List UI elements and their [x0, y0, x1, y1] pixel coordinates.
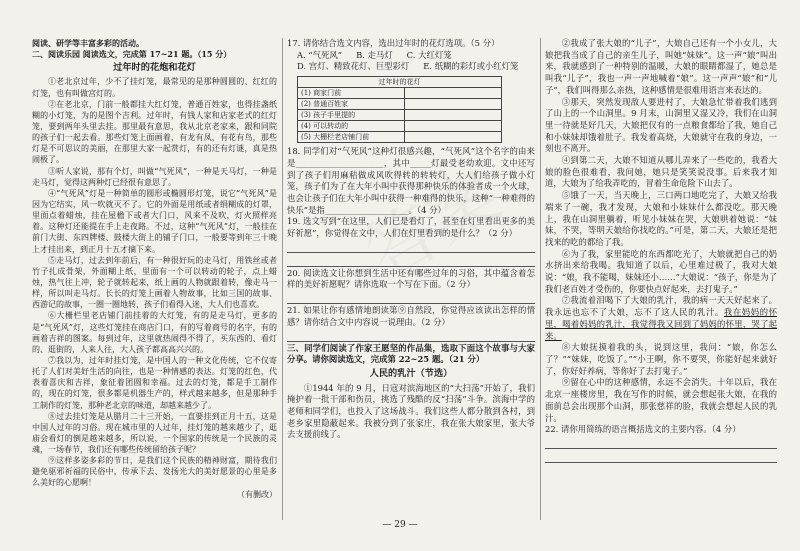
table-row: (4) 可以转动的	[298, 121, 502, 132]
question-19: 19. 选文写到“在这里，人们已是看灯了，甚至在灯里看出更多的美好祈愿”，你觉得在文中，人们在灯里看到的是什么？（2 分）	[287, 216, 535, 239]
table-row: (3) 孩子手里提的	[298, 110, 502, 121]
paragraph: ⑥大栅栏里老店铺门前挂着的大灯笼，有的是走马灯，更多的是“气死风”灯，这些灯笼挂在商店门口，有的写着商号的名字，有的画着吉祥的图案。每到过年，这里就热闹得不得了，买东西的、看灯的、逛街的，人来人往，大人孩子都高高兴兴的。	[32, 311, 277, 354]
story-title: 人民的乳汁（节选）	[369, 367, 453, 379]
answer-cell[interactable]	[405, 99, 502, 110]
lead-text: 阅读、研学等丰富多彩的活动。	[32, 38, 144, 48]
paragraph: ⑦我流着泪喝下了大娘的乳汁，我的病一天天好起来了。我永远也忘不了大娘，忘不了这人民的乳汁。我在妈妈的怀里，喝着妈妈的乳汁，我觉得我又回到了妈妈的怀里，哭了起来。	[545, 295, 778, 341]
right-column	[545, 38, 777, 464]
answer-line[interactable]	[287, 291, 535, 304]
question-17: 17. 请你结合选文内容，选出过年时的花灯选项。（5 分）	[287, 38, 500, 48]
paragraph: ⑤走马灯，过去到年前后，有一种很好玩的走马灯，用铁丝或者竹子扎成骨架，外面糊上纸，里面有一个可以转动的轮子，点上蜡烛，热气往上冲，轮子就转起来，纸上画的人物就跟着转，像走马一样，所以叫走马灯。长长的灯笼上画着人物故事，比如三国的故事、西游记的故事，一圈一圈地转，孩子们看得入迷，大人们也喜欢。	[32, 255, 277, 310]
column-divider-2	[540, 38, 541, 520]
paragraph: ②在老北京，门前一般都挂大红灯笼，普通百姓家，也得挂盏纸糊的小灯笼，为的是图个吉利。过年时，有钱人家和店家老式的红灯笼，要到两年头里去挂。那里最有意思，我从北京老家来，跟和同院的孩子们一起去看。那些灯笼上面画着，有龙有凤，有花有鸟，那些灯是不可思议的美丽，在那里大家一起赏灯，有的还有灯谜，真是热闹极了。	[32, 99, 277, 165]
question-18: 18. 同学们对“气死风”这种灯很感兴趣，“气死风”这个名字的由来是_____________________，其中_____灯最受老幼欢迎。文中还写到了孩子们用麻秸做成风吹得转的转转灯，大人们给孩子做小灯笼，孩子们为了在大年小叫中获得那种快乐的体验者成一个火球，也会让孩子们在大年小叫中获得一种难得的快乐，这种“一种难得的快乐”是指____________________。（4 分）	[287, 146, 535, 215]
paragraph: ⑨这样多姿多彩的节日，是我们这个民族的精神财富，期待我们避免驱邪祈福的民俗中，传承下去、发扬光大的美好愿景的心里是多么美好的心愿啊！	[32, 456, 277, 488]
paragraph: ④“气死风”灯是一种简单的圆形或椭圆形灯笼，说它“气死风”是因为它结实，风一吹就灭不了。它的外面是用纸或者绢糊成的灯罩，里面点着蜡烛，挂在屋檐下或者大门口，风来不及吹，灯火照样亮着。这种灯还能提在手上走夜路。不过，这种“气死风”灯，一般挂在前门大街、东四牌楼、鼓楼大街上的铺子门口，一般要等到年三十晚上才挂出来，到正月十五才摘下来。	[32, 188, 277, 254]
paragraph: ④到第二天，大娘不知道从哪儿弄来了一些吃的，我看大娘的脸色很难看，我问她，她只是笑笑说没事。后来我才知道，大娘为了给我弄吃的，冒着生命危险下山去了。	[545, 155, 777, 189]
left-column	[32, 38, 277, 500]
answer-line[interactable]	[287, 240, 535, 253]
paragraph: ⑨留在心中的这种感情，永远不会消失。十年以后，我在北京一座楼房里，我在写作的时候，就会想起张大娘，在我的面前总会出现那个山洞，那张慈祥的脸，我就会想起人民的乳汁。	[545, 377, 777, 423]
paragraph: ②我成了张大娘的“儿子”，大娘自己还有一个小女儿，大娘把我当成了自己的亲生儿子，叫她“妹妹”。这一声“娘”叫出来，我就感到了一种特别的温暖，大娘的眼睛都湿了，她总是叫我“儿子”，我也一声一声地喊着“娘”。这一声声“娘”和“儿子”，我们叫得那么亲热，这种感情是很难用语言来表达的。	[545, 38, 777, 95]
answer-line[interactable]	[287, 329, 535, 342]
answer-cell[interactable]	[405, 88, 502, 99]
question-21: 21. 如果让你有感情地朗读第⑨自然段，你觉得应该读出怎样的情感？请你结合文中内容说一说理由。（2 分）	[287, 305, 535, 327]
article-title: 过年时的花炮和花灯	[113, 62, 196, 74]
question-17-options	[287, 50, 535, 73]
paragraph: ⑧过去挂灯笼是从腊月二十三开始，一直要挂到正月十五，这是中国人过年的习俗。现在城市里的人过年，挂灯笼的越来越少了，逛庙会看灯的倒是越来越多，所以说，一个国家的传统是一个民族的灵魂，一场春节，我们还有哪些传统留给孩子呢？	[32, 411, 277, 455]
option-e[interactable]: E. 纸糊的彩灯或小红灯笼	[423, 61, 519, 72]
paragraph: ⑥为了我，家里能吃的东西都吃光了，大娘就把自己的奶水挤出来给我喝。我知道了以后，心里难过极了，我对大娘说：“娘，我不能喝，妹妹还小……”大娘说：“孩子，你是为了我们老百姓才受伤的，你要快点好起来，去打鬼子。”	[545, 248, 777, 294]
answer-cell[interactable]	[405, 121, 502, 132]
paragraph: ①老北京过年，少不了挂灯笼，最常见的是那种圆圆的、红红的灯笼，也有叫做宫灯的。	[32, 77, 277, 98]
paragraph: ①1944 年的 9 月，日寇对滨海地区的“大扫荡”开始了，我们掩护着一批干部和伤员，挑选了残酷的反“扫荡”斗争。滨海中学的老师和同学们，也投入了这场战斗。我们这些人都分散到各村，到老乡家里隐蔽起来。我被分到了张家庄，我在张大娘家里，张大爷去支援前线了。	[287, 382, 535, 440]
source-note: （有删改）	[237, 489, 277, 499]
paragraph: ⑧大娘抚摸着我的头，说到这里，我问：“娘，你怎么了？”“妹妹，吃饭了。”“小王啊，你不要哭，你能好起来就好了，你好好养病，等你好了去打鬼子。”	[545, 342, 777, 376]
table-row: (2) 普通百姓家	[298, 99, 502, 110]
option-d[interactable]: D. 宫灯、精致花灯、巨型彩灯	[297, 61, 410, 72]
option-b[interactable]: B. 走马灯	[356, 49, 393, 60]
answer-cell[interactable]	[405, 132, 502, 143]
table-row: (5) 大栅栏老店铺门前	[298, 132, 502, 143]
answer-line[interactable]	[545, 450, 777, 463]
answer-line[interactable]	[287, 254, 535, 267]
paragraph: ⑤饿了一天，当天晚上，三口两口地吃完了，大娘又给我端来了一碗，我才发现，大娘和小妹妹什么都没吃。那天晚上，我在山洞里躺着，听见小妹妹在哭，大娘哄着她说：“妹妹，不哭，等明天娘给你找吃的。”可是，第二天，大娘还是把找来的吃的都给了我。	[545, 190, 777, 247]
question-22: 22. 请你用简练的语言概括选文的主要内容。（4 分）	[545, 424, 741, 435]
column-divider-1	[282, 38, 283, 520]
middle-column	[287, 38, 535, 441]
lantern-table	[297, 76, 502, 143]
table-row: (1) 商家门前	[298, 88, 502, 99]
paragraph: ③听人家说，那有个灯，叫做“气死风”，一种是天马灯，一种是走马灯，觉得这两种灯已经很有意思了。	[32, 166, 277, 187]
answer-line[interactable]	[545, 436, 777, 449]
option-a[interactable]: A. “气死风”	[297, 49, 343, 60]
question-20: 20. 阅读选文让你想到生活中还有哪些过年的习俗，其中蕴含着怎样的美好祈愿呢？请你选取一个写在下面。（2 分）	[287, 267, 535, 290]
section-3-heading: 三、同学们阅读了作家王愿坚的作品集，选取下面这个故事与大家分享。请你阅读选文，完成第 22~25 题。（21 分）	[287, 342, 535, 365]
page-number: — 29 —	[382, 520, 418, 530]
paragraph: ③那天，突然发现敌人要进村了，大娘急忙带着我们逃到了山上的一个山洞里。9 月末，山洞里又湿又冷，我们在山洞里一待就是好几天，大娘把仅有的一点粮食都给了我，她自己和小妹妹却饿着肚子。我发着高烧，大娘就守在我的身边，一刻也不离开。	[545, 96, 777, 154]
paragraph: ⑦我以为，过年时挂灯笼，是中国人的一种文化传统，它不仅寄托了人们对美好生活的向往，也是一种情感的表达。灯笼的红色，代表着喜庆和吉祥，象征着团圆和幸福。过去的灯笼，都是手工制作的，现在的灯笼，很多都是机器生产的，样式越来越多，但是那种手工制作的灯笼，那种老北京的味道，却越来越少了。	[32, 355, 277, 410]
underlined-sentence: 我在妈妈的怀里，喝着妈妈的乳汁，我觉得我又回到了妈妈的怀里，哭了起来。	[545, 307, 778, 341]
option-c[interactable]: C. 大红灯笼	[406, 49, 452, 60]
section-heading: 二、阅读乐园 阅读选文，完成第 17~21 题。（15 分）	[32, 49, 232, 60]
answer-cell[interactable]	[405, 110, 502, 121]
table-header: 过年时的花灯	[298, 77, 502, 88]
